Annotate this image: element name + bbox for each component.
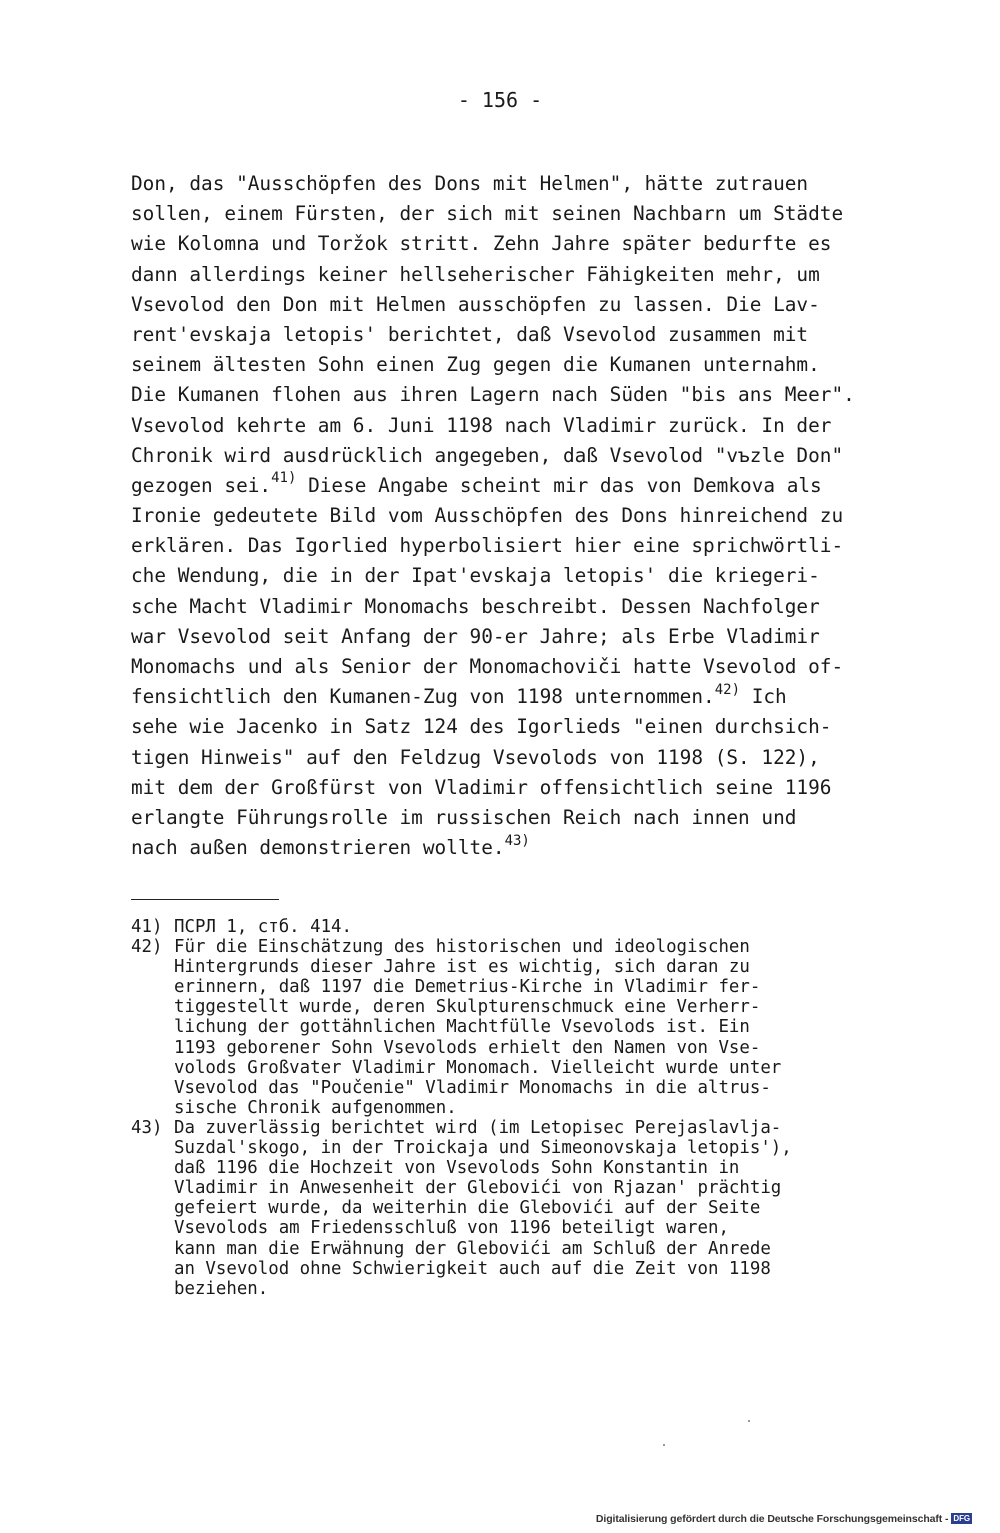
footnote-line [131,957,911,977]
body-line [131,592,891,622]
footnote-text: ПСРЛ 1, стб. 414. [174,917,352,937]
footnote-line [131,1158,911,1178]
footnote-text: Vsevolods am Friedensschluß von 1196 beteiligt waren, [174,1218,729,1239]
body-line [131,260,891,290]
footnote-number: 42) [131,937,163,958]
footnote-line [131,937,911,957]
footnote-text: tiggestellt wurde, deren Skulpturenschmuck eine Verherr- [174,997,761,1018]
footnote [131,917,911,937]
footnote-text: erinnern, daß 1197 die Demetrius-Kirche in Vladimir fer- [174,977,761,998]
footnote-line [131,1218,911,1238]
digitization-credit [596,1513,972,1525]
body-line-text: che Wendung, die in der Ipat'evskaja letopis' die kriegeri- [131,564,820,588]
footnote-line [131,977,911,997]
body-line-text: Die Kumanen flohen aus ihren Lagern nach Süden "bis ans Meer". [131,383,855,407]
footnote-text: 1193 geborener Sohn Vsevolods erhielt den Namen von Vse- [174,1037,761,1058]
body-line [131,411,891,441]
body-line-text: mit dem der Großfürst von Vladimir offensichtlich seine 1196 [131,775,832,799]
footnote-line [131,997,911,1017]
body-line-text: fensichtlich den Kumanen-Zug von 1198 unternommen. [131,685,715,709]
footnote-text: gefeiert wurde, da weiterhin die Glebovići auf der Seite [174,1198,761,1219]
body-line [131,622,891,652]
footnote-text: Suzdal'skogo, in der Troickaja und Simeonovskaja letopis'), [174,1138,792,1159]
body-line [131,229,891,259]
body-line-text: nach außen demonstrieren wollte. [131,836,505,860]
footnote-reference[interactable]: 41) [271,470,297,487]
footnote-text: Für die Einschätzung des historischen und ideologischen [174,937,750,958]
footnote-reference[interactable]: 42) [714,681,741,698]
body-line-text: Diese Angabe scheint mir das von Demkova als [296,473,822,497]
credit-text: Digitalisierung gefördert durch die Deutsche Forschungsgemeinschaft - [595,1513,949,1525]
footnote-divider [131,899,279,900]
body-line [131,199,891,229]
footnote-line [131,1017,911,1037]
footnote-line [131,1239,911,1259]
body-line [131,169,891,199]
body-line-text: Vsevolod kehrte am 6. Juni 1198 nach Vladimir zurück. In der [131,413,832,437]
footnote-line [131,1279,911,1299]
footnote-text: lichung der gottähnlichen Machtfülle Vsevolods ist. Ein [174,1017,750,1038]
body-line-text: Monomachs und als Senior der Monomachoviči hatte Vsevolod of- [131,655,844,678]
body-line-text: sche Macht Vladimir Monomachs beschreibt. Dessen Nachfolger [131,594,820,618]
footnote-line [131,1098,911,1118]
body-line-text: Don, das "Ausschöpfen des Dons mit Helmen", hätte zutrauen [131,172,809,195]
body-line-text: Vsevolod den Don mit Helmen ausschöpfen zu lassen. Die Lav- [131,292,820,316]
body-line [131,833,891,863]
body-line [131,290,891,320]
body-line [131,803,891,833]
footnote-line [131,1058,911,1078]
footnote-line [131,1078,911,1098]
body-line [131,712,891,742]
footnotes [131,917,911,1299]
scan-speck [748,1420,750,1422]
body-line-text: rent'evskaja letopis' berichtet, daß Vsevolod zusammen mit [131,322,809,346]
body-line [131,682,891,712]
body-line-text: erlangte Führungsrolle im russischen Reich nach innen und [131,805,797,829]
body-line-text: gezogen sei. [131,473,272,497]
body-line-text: Ich [740,685,787,709]
footnote-line [131,1038,911,1058]
footnote [131,1118,911,1299]
body-line [131,531,891,561]
body-line-text: war Vsevolod seit Anfang der 90-er Jahre; als Erbe Vladimir [131,624,820,648]
footnote-line [131,1138,911,1158]
footnote-text: volods Großvater Vladimir Monomach. Vielleicht wurde unter [174,1057,782,1078]
footnote-line [131,1198,911,1218]
footnote-text: daß 1196 die Hochzeit von Vsevolods Sohn Konstantin in [174,1158,740,1179]
footnote-text: Da zuverlässig berichtet wird (im Letopisec Perejaslavlja- [174,1117,782,1138]
footnote-text: an Vsevolod ohne Schwierigkeit auch auf die Zeit von 1198 [174,1258,771,1279]
footnote-text: sische Chronik aufgenommen. [174,1097,457,1118]
body-line [131,743,891,773]
body-line-text: erklären. Das Igorlied hyperbolisiert hier eine sprichwörtli- [131,534,844,558]
scan-speck [663,1444,665,1446]
body-line-text: tigen Hinweis" auf den Feldzug Vsevolods von 1198 (S. 122), [131,745,820,769]
body-line-text: Ironie gedeutete Bild vom Ausschöpfen des Dons hinreichend zu [131,504,844,528]
body-line [131,501,891,531]
footnote-text: Vsevolod das "Poučenie" Vladimir Monomachs in die altrus- [174,1077,771,1098]
dfg-logo: DFG [953,1514,970,1523]
footnote-text: beziehen. [174,1278,269,1299]
footnote-reference[interactable]: 43) [504,832,530,849]
body-line-text: dann allerdings keiner hellseherischer Fähigkeiten mehr, um [131,262,820,286]
body-line-text: wie Kolomna und Toržok stritt. Zehn Jahre später bedurfte es [131,232,832,256]
footnote-line [131,917,911,937]
body-line-text: seinem ältesten Sohn einen Zug gegen die Kumanen unternahm. [131,353,820,377]
footnote-number: 43) [131,1117,163,1138]
body-line-text: Chronik wird ausdrücklich angegeben, daß Vsevolod "vъzle Don" [131,443,844,467]
footnote [131,937,911,1118]
body-line [131,471,891,501]
footnote-line [131,1259,911,1279]
body-line-text: sehe wie Jacenko in Satz 124 des Igorlieds "einen durchsich- [131,715,832,739]
body-line [131,652,891,682]
footnote-number: 41) [131,917,163,937]
body-line [131,350,891,380]
body-line [131,773,891,803]
body-line [131,380,891,410]
body-line [131,320,891,350]
footnote-text: kann man die Erwähnung der Glebovići am Schluß der Anrede [174,1238,771,1259]
body-line [131,561,891,591]
page-number: - 156 - [457,88,543,112]
body-text [131,169,891,863]
body-line [131,441,891,471]
footnote-line [131,1178,911,1198]
footnote-text: Hintergrunds dieser Jahre ist es wichtig, sich daran zu [174,957,750,978]
footnote-text: Vladimir in Anwesenheit der Glebovići von Rjazan' prächtig [174,1178,782,1199]
body-line-text: sollen, einem Fürsten, der sich mit seinen Nachbarn um Städte [131,202,844,226]
footnote-line [131,1118,911,1138]
